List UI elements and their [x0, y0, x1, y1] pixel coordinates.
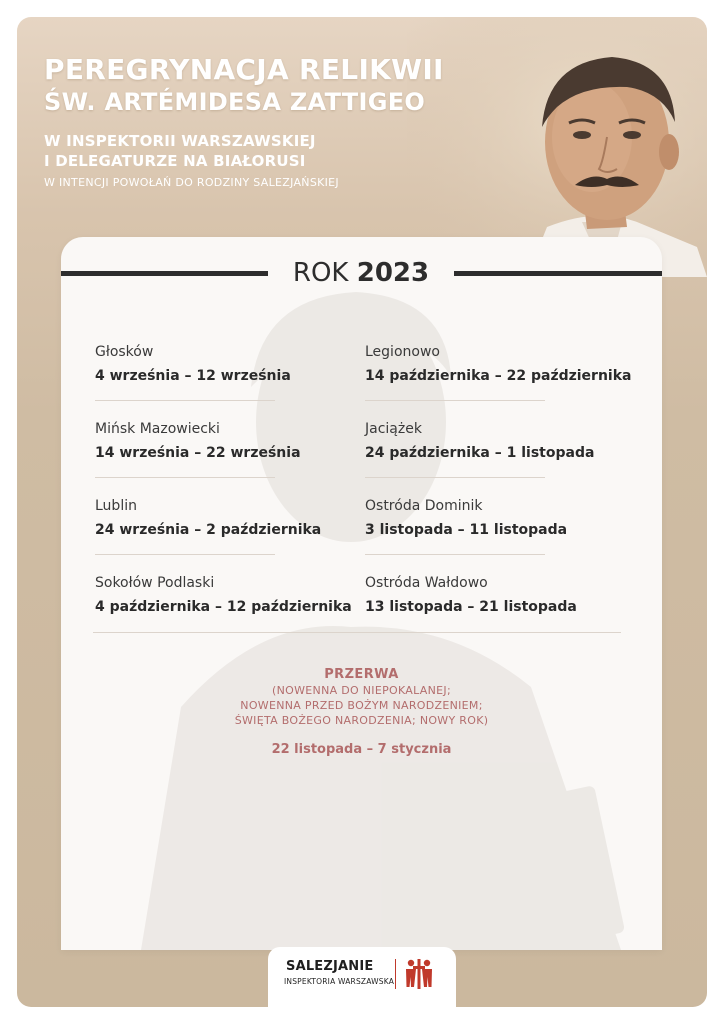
divider	[365, 554, 545, 555]
banner-rule-right	[454, 271, 662, 276]
salesians-logo	[268, 947, 456, 1007]
subtitle-line-1: W INSPEKTORII WARSZAWSKIEJ	[44, 132, 316, 150]
banner-rule-left	[61, 271, 268, 276]
year-label: ROK	[292, 258, 349, 288]
intention-text: W INTENCJI POWOŁAŃ DO RODZINY SALEZJAŃSKIEJ	[44, 176, 339, 189]
entry-dates: 13 listopada – 21 listopada	[365, 599, 577, 615]
break-dates: 22 listopada – 7 stycznia	[271, 742, 452, 757]
entry-place: Lublin	[95, 498, 137, 514]
schedule-entry	[365, 497, 635, 539]
entry-dates: 14 września – 22 września	[95, 445, 301, 461]
salesian-emblem-icon	[402, 957, 436, 991]
entry-place: Legionowo	[365, 344, 440, 360]
schedule-entry	[365, 420, 635, 462]
entry-place: Sokołów Podlaski	[95, 575, 215, 591]
schedule-entry	[365, 574, 635, 616]
divider	[95, 554, 275, 555]
divider	[95, 477, 275, 478]
break-notice	[61, 667, 662, 758]
logo-name: SALEZJANIE	[286, 959, 374, 974]
logo-subtitle: INSPEKTORIA WARSZAWSKA	[284, 977, 395, 986]
entry-place: Ostróda Wałdowo	[365, 575, 488, 591]
logo-divider	[395, 959, 396, 989]
subtitle-line-2: I DELEGATURZE NA BIAŁORUSI	[44, 152, 306, 170]
entry-dates: 3 listopada – 11 listopada	[365, 522, 568, 538]
entry-place: Głosków	[95, 344, 154, 360]
divider	[365, 477, 545, 478]
poster-header	[44, 53, 564, 191]
entry-dates: 24 października – 1 listopada	[365, 445, 595, 461]
break-title: PRZERWA	[324, 667, 399, 682]
entry-dates: 24 września – 2 października	[95, 522, 322, 538]
year-value: 2023	[356, 258, 430, 288]
divider	[365, 400, 545, 401]
schedule-entry	[95, 420, 365, 462]
break-reason-line-3: ŚWIĘTA BOŻEGO NARODZENIA; NOWY ROK)	[234, 714, 489, 727]
year-banner	[61, 255, 662, 291]
divider	[95, 400, 275, 401]
entry-place: Ostróda Dominik	[365, 498, 483, 514]
entry-dates: 4 października – 12 października	[95, 599, 352, 615]
schedule-entry	[365, 343, 635, 385]
section-divider	[93, 632, 621, 633]
schedule-entry	[95, 343, 365, 385]
title-line-1: PEREGRYNACJA RELIKWII	[44, 53, 444, 86]
break-reason-line-1: (NOWENNA DO NIEPOKALANEJ;	[272, 684, 451, 697]
schedule-card	[61, 237, 662, 950]
entry-place: Jaciążek	[365, 421, 422, 437]
entry-place: Mińsk Mazowiecki	[95, 421, 220, 437]
break-reason-line-2: NOWENNA PRZED BOŻYM NARODZENIEM;	[240, 699, 483, 712]
entry-dates: 4 września – 12 września	[95, 368, 291, 384]
entry-dates: 14 października – 22 października	[365, 368, 632, 384]
schedule-entry	[95, 497, 365, 539]
title-line-2: ŚW. ARTÉMIDESA ZATTIGEO	[44, 88, 426, 116]
schedule-entry	[95, 574, 365, 616]
year-heading	[268, 255, 454, 291]
